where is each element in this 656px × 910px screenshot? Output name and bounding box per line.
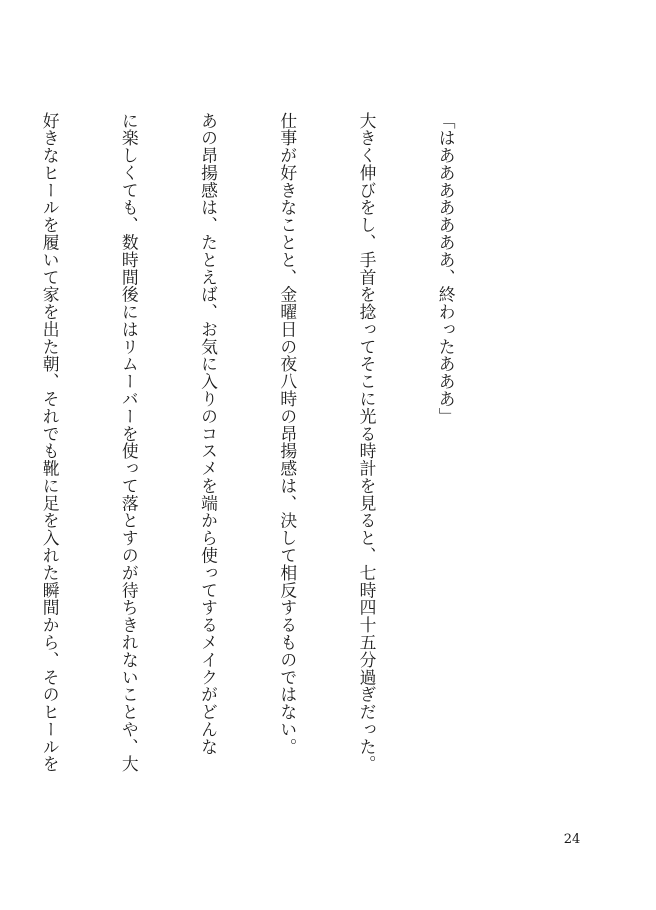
text-line: 大きく伸びをし、手首を捻ってそこに光る時計を見ると、七時四十五分過ぎだった。 [356, 112, 377, 773]
text-line: 「はあああああああ、終わったあああ」 [436, 112, 457, 426]
text-line: あの昂揚感は、たとえば、お気に入りのコスメを端から使ってするメイクがどんな [198, 112, 219, 756]
page-number: 24 [563, 832, 581, 847]
text-line: 好きなヒールを履いて家を出た朝、それでも靴に足を入れた瞬間から、そのヒールを [40, 112, 61, 773]
novel-text-block [40, 112, 512, 824]
text-line: 仕事が好きなことと、金曜日の夜八時の昂揚感は、決して相反するものではない。 [277, 112, 298, 756]
text-line: に楽しくても、数時間後にはリムーバーを使って落とすのが待ちきれないことや、大 [119, 112, 140, 773]
